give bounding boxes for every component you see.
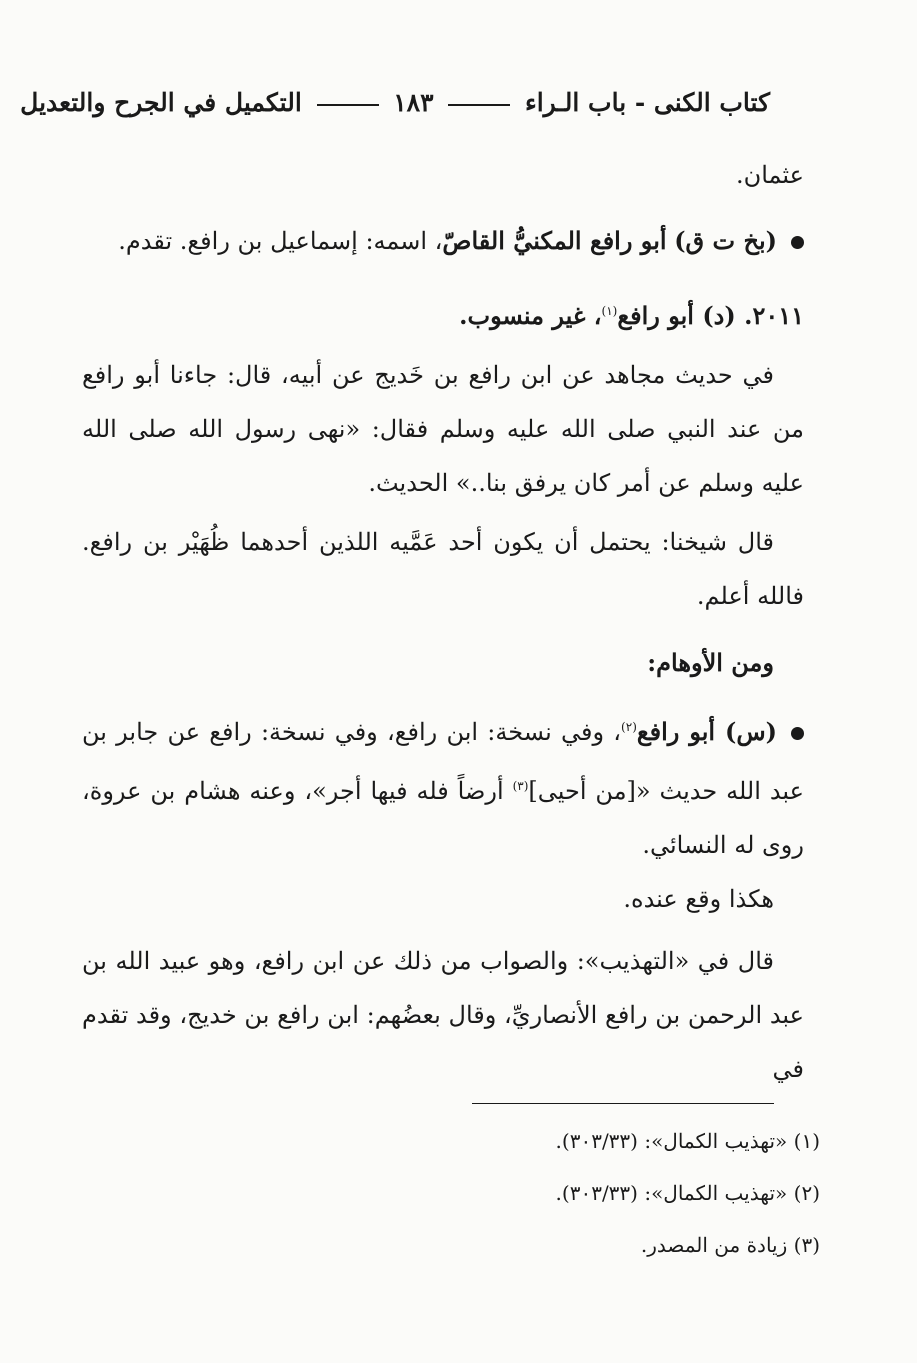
footnote: (٣) زيادة من المصدر. <box>640 1233 820 1257</box>
bullet-icon <box>791 727 804 740</box>
footnote: (٢) «تهذيب الكمال»: (٣٠٣/٣٣). <box>555 1181 820 1205</box>
entry-text: ، وفي نسخة: ابن رافع، وفي نسخة: رافع عن جابر بن عبد الله حديث «[من أحيى] <box>82 718 804 805</box>
page-number: ١٨٣ <box>393 88 434 117</box>
running-header <box>20 88 770 117</box>
paragraph: عثمان. <box>735 161 804 189</box>
entry-text: ، غير منسوب. <box>459 301 602 330</box>
paragraph: هكذا وقع عنده. <box>623 885 774 913</box>
header-rule <box>317 104 379 106</box>
entry-text: ، اسمه: إسماعيل بن رافع. تقدم. <box>118 227 443 255</box>
footnote-rule <box>472 1103 774 1104</box>
section-title: كتاب الكنى - باب الـراء <box>524 88 770 117</box>
entry <box>82 700 804 872</box>
subheading: ومن الأوهام: <box>647 648 774 677</box>
entry-code: (س) أبو رافع <box>636 717 778 746</box>
entry <box>82 214 804 268</box>
paragraph: قال شيخنا: يحتمل أن يكون أحد عَمَّيه اللذين أحدهما ظُهَيْر بن رافع. فالله أعلم. <box>82 528 804 610</box>
footnote-ref: (٣) <box>512 779 529 793</box>
book-title: التكميل في الجرح والتعديل <box>20 88 302 117</box>
header-rule <box>448 104 510 106</box>
paragraph: قال في «التهذيب»: والصواب من ذلك عن ابن رافع، وهو عبيد الله بن عبد الرحمن بن رافع الأنصاريِّ، وقال بعضُهم: ابن رافع بن خديج، وقد تقدم في <box>82 947 804 1083</box>
entry-code: (بخ ت ق) <box>674 226 777 255</box>
entry-name: أبو رافع المكنيُّ القاصّ <box>442 226 667 255</box>
entry <box>82 284 804 343</box>
paragraph: في حديث مجاهد عن ابن رافع بن خَديج عن أبيه، قال: جاءنا أبو رافع من عند النبي صلى الله عليه وسلم فقال: «نهى رسول الله صلى الله عليه وسلم عن أمر كان يرفق بنا..» الحديث. <box>82 361 804 497</box>
entry-heading: ٢٠١١. (د) أبو رافع <box>617 301 804 330</box>
footnote: (١) «تهذيب الكمال»: (٣٠٣/٣٣). <box>555 1129 820 1153</box>
entry-text: أرضاً فله فيها أجر»، وعنه هشام بن عروة، روى له النسائي. <box>82 777 804 859</box>
footnote-ref: (١) <box>601 304 618 318</box>
bullet-icon <box>791 236 804 249</box>
footnote-ref: (٢) <box>621 720 637 734</box>
